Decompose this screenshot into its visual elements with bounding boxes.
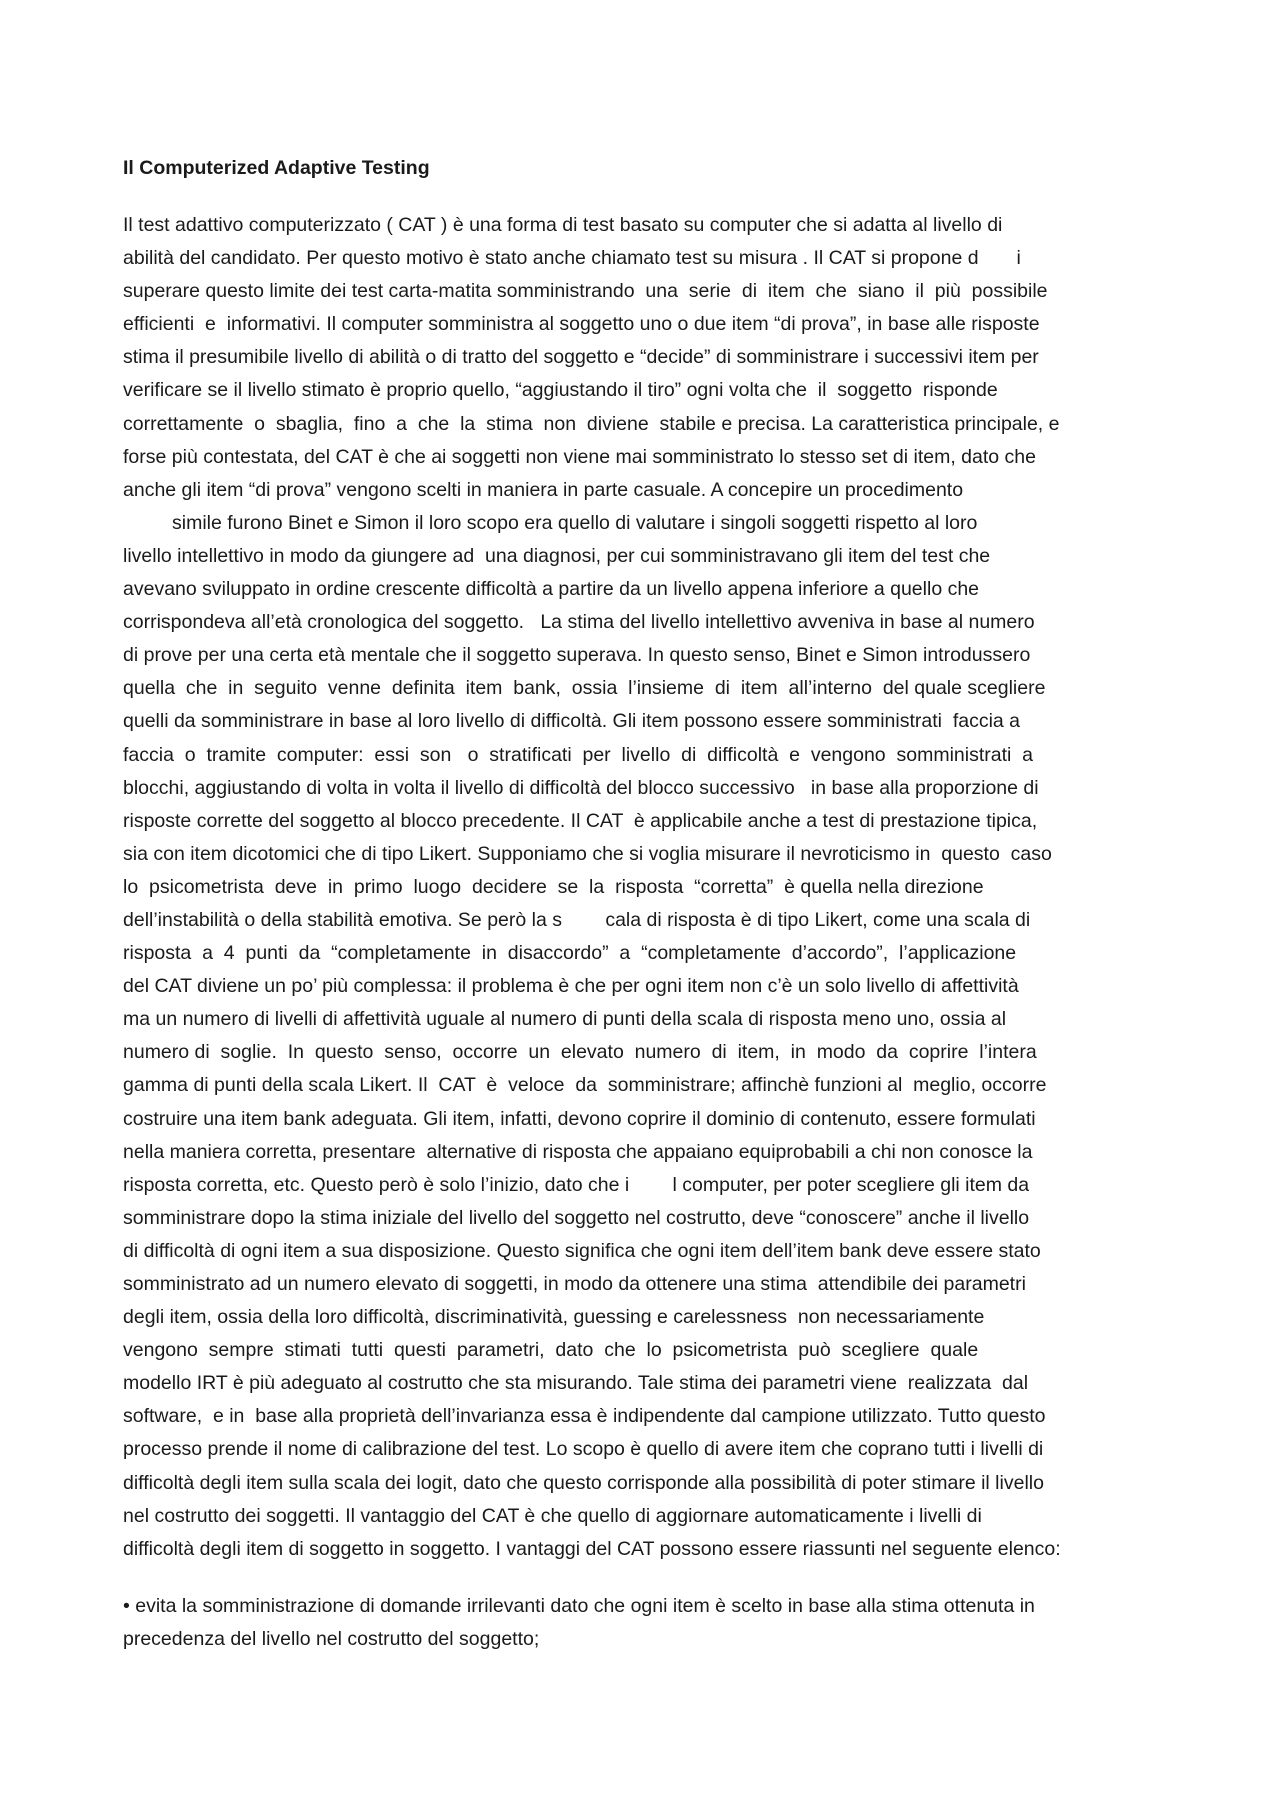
text-line: avevano sviluppato in ordine crescente difficoltà a partire da un livello appena inferiore a quello che <box>123 578 980 601</box>
text-line: risposta a 4 punti da “completamente in disaccordo” a “completamente d’accordo”, l’applicazione <box>123 942 1017 965</box>
body-paragraph <box>123 209 1163 1566</box>
text-line: dell’instabilità o della stabilità emotiva. Se però la s cala di risposta è di tipo Likert, come una scala di <box>123 908 1031 931</box>
text-line: Il test adattivo computerizzato ( CAT ) è una forma di test basato su computer che si adatta al livello di <box>123 214 1003 236</box>
text-line: degli item, ossia della loro difficoltà, discriminatività, guessing e carelessness non necessariamente <box>123 1306 985 1329</box>
bullet-line: precedenza del livello nel costrutto del soggetto; <box>123 1627 540 1650</box>
text-line: difficoltà degli item di soggetto in soggetto. I vantaggi del CAT possono essere riassunti nel seguente elenco: <box>123 1537 1061 1560</box>
text-line: simile furono Binet e Simon il loro scopo era quello di valutare i singoli soggetti rispetto al loro <box>172 511 978 534</box>
text-line: livello intellettivo in modo da giungere ad una diagnosi, per cui somministravano gli item del test che <box>123 544 991 567</box>
text-line: corrispondeva all’età cronologica del soggetto. La stima del livello intellettivo avveniva in base al numero <box>123 611 1035 634</box>
text-line: quella che in seguito venne definita item bank, ossia l’insieme di item all’interno del quale scegliere <box>123 677 1046 700</box>
text-line: blocchi, aggiustando di volta in volta il livello di difficoltà del blocco successivo in base alla proporzione di <box>123 776 1039 799</box>
text-line: sia con item dicotomici che di tipo Likert. Supponiamo che si voglia misurare il nevroticismo in questo caso <box>123 842 1052 865</box>
text-line: gamma di punti della scala Likert. Il CAT è veloce da somministrare; affinchè funzioni al meglio, occorre <box>123 1074 1047 1097</box>
text-line: anche gli item “di prova” vengono scelti in maniera in parte casuale. A concepire un procedimento <box>123 478 964 501</box>
text-line: quelli da somministrare in base al loro livello di difficoltà. Gli item possono essere somministrati faccia a <box>123 710 1021 733</box>
text-line: vengono sempre stimati tutti questi parametri, dato che lo psicometrista può scegliere quale <box>123 1339 979 1362</box>
text-line: lo psicometrista deve in primo luogo decidere se la risposta “corretta” è quella nella direzione <box>123 875 984 898</box>
text-line: risposte corrette del soggetto al blocco precedente. Il CAT è applicabile anche a test di prestazione tipica, <box>123 809 1038 832</box>
text-line: costruire una item bank adeguata. Gli item, infatti, devono coprire il dominio di contenuto, essere formulati <box>123 1107 1036 1130</box>
text-line: efficienti e informativi. Il computer somministra al soggetto uno o due item “di prova”, in base alle risposte <box>123 313 1040 336</box>
text-line: somministrare dopo la stima iniziale del livello del soggetto nel costrutto, deve “conoscere” anche il livello <box>123 1206 1030 1229</box>
text-line: correttamente o sbaglia, fino a che la stima non diviene stabile e precisa. La caratteristica principale, e <box>123 412 1060 435</box>
text-line: modello IRT è più adeguato al costrutto che sta misurando. Tale stima dei parametri viene realizzata dal <box>123 1372 1029 1395</box>
text-line: software, e in base alla proprietà dell’invarianza essa è indipendente dal campione utilizzato. Tutto questo <box>123 1405 1046 1428</box>
bullet-item <box>123 1590 1163 1656</box>
text-line: difficoltà degli item sulla scala dei logit, dato che questo corrisponde alla possibilità di poter stimare il livello <box>123 1471 1044 1494</box>
text-line: nella maniera corretta, presentare alternative di risposta che appaiano equiprobabili a chi non conosce la <box>123 1140 1033 1163</box>
text-line: verificare se il livello stimato è proprio quello, “aggiustando il tiro” ogni volta che il soggetto risponde <box>123 379 998 402</box>
document-content <box>123 152 1163 1656</box>
text-line: di prove per una certa età mentale che il soggetto superava. In questo senso, Binet e Simon introdussero <box>123 644 1031 667</box>
text-line: faccia o tramite computer: essi son o stratificati per livello di difficoltà e vengono somministrati a <box>123 743 1034 766</box>
text-line: numero di soglie. In questo senso, occorre un elevato numero di item, in modo da coprire l’intera <box>123 1041 1037 1064</box>
text-line: ma un numero di livelli di affettività uguale al numero di punti della scala di risposta meno uno, ossia al <box>123 1008 1007 1031</box>
text-line: somministrato ad un numero elevato di soggetti, in modo da ottenere una stima attendibile dei parametri <box>123 1273 1026 1295</box>
text-line: superare questo limite dei test carta-matita somministrando una serie di item che siano il più possibile <box>123 280 1048 303</box>
text-line: del CAT diviene un po’ più complessa: il problema è che per ogni item non c’è un solo livello di affettività <box>123 975 1019 998</box>
text-line: di difficoltà di ogni item a sua disposizione. Questo significa che ogni item dell’item bank deve essere stato <box>123 1239 1041 1262</box>
bullet-line: • evita la somministrazione di domande irrilevanti dato che ogni item è scelto in base alla stima ottenuta in <box>123 1594 1035 1617</box>
document-title: Il Computerized Adaptive Testing <box>123 157 430 179</box>
text-line: abilità del candidato. Per questo motivo è stato anche chiamato test su misura . Il CAT si propone d i <box>123 247 1021 270</box>
text-line: processo prende il nome di calibrazione del test. Lo scopo è quello di avere item che coprano tutti i livelli di <box>123 1438 1044 1461</box>
text-line: stima il presumibile livello di abilità o di tratto del soggetto e “decide” di somministrare i successivi item per <box>123 346 1039 369</box>
text-line: nel costrutto dei soggetti. Il vantaggio del CAT è che quello di aggiornare automaticamente i livelli di <box>123 1504 982 1527</box>
text-line: risposta corretta, etc. Questo però è solo l’inizio, dato che i l computer, per poter scegliere gli item da <box>123 1173 1030 1196</box>
text-line: forse più contestata, del CAT è che ai soggetti non viene mai somministrato lo stesso set di item, dato che <box>123 445 1036 468</box>
